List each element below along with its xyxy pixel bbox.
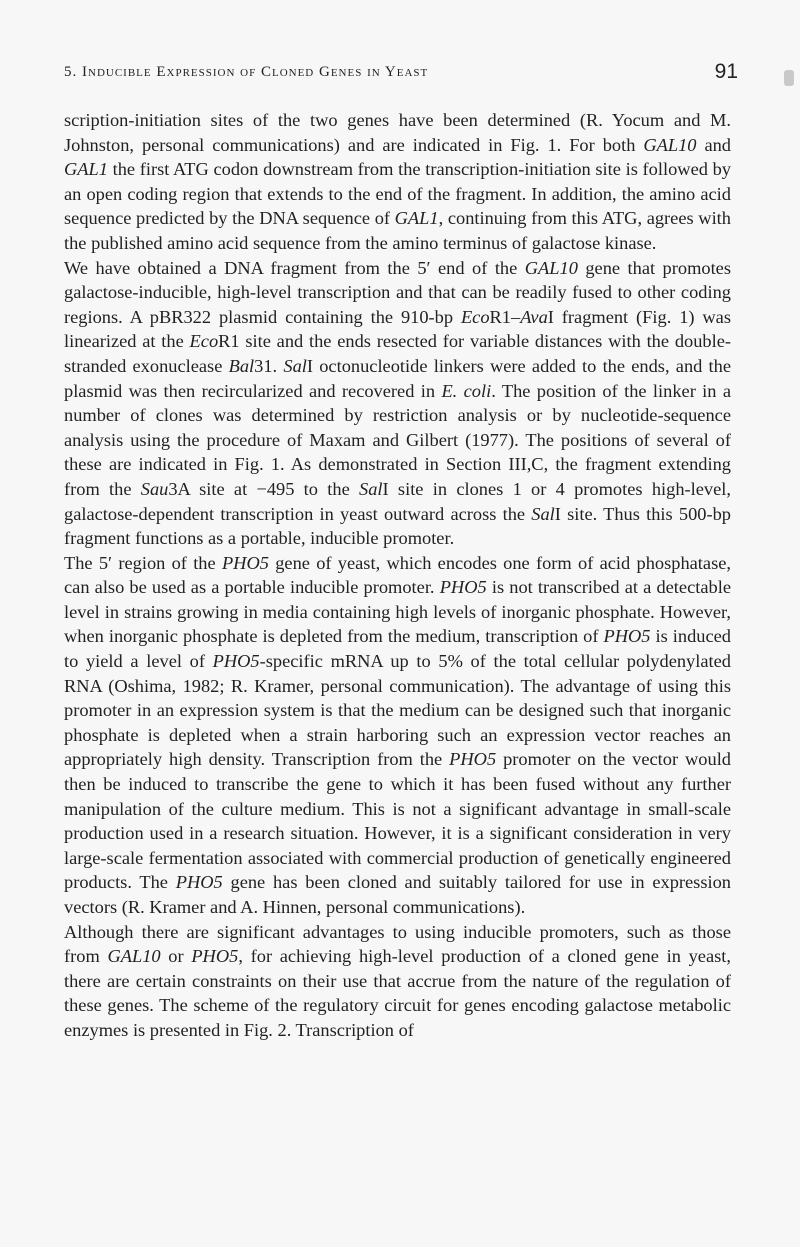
text-run: The 5′ region of the [64,552,222,573]
text-run: I site. Thus this 500-bp fragment functions as a portable, inducible promoter. [64,503,731,549]
text-run: , for achieving high-level production of a cloned gene in yeast, there are certain constraints on their use that accrue from the nature of the regulation of these genes. The scheme of the regulatory circuit for genes encoding galactose metabolic enzymes is presented in Fig. 2. Transcription of [64,946,732,1040]
italic-term: Sal [531,503,555,524]
italic-term: GAL10 [107,946,161,967]
text-run: 3A site at −495 to the [168,478,360,499]
text-run: . The position of the linker in a number of clones was determined by restriction analysis or by nucleotide-sequence analysis using the procedure of Maxam and Gilbert (1977). The positions of several of these are indicated in Fig. 1. As demonstrated in Section III,C, the fragment extending from the [64,380,732,499]
text-run: and [696,134,732,155]
text-run: the first ATG codon downstream from the transcription-initiation site is followed by an open coding region that extends to the end of the fragment. In addition, the amino acid sequence predicted by the DNA sequence of [64,159,731,229]
text-run: gene of yeast, which encodes one form of acid phosphatase, can also be used as a portable inducible promoter. [64,552,731,598]
text-run: is not transcribed at a detectable level in strains growing in media containing high levels of inorganic phosphate. However, when inorganic phosphate is depleted from the medium, transcription of [64,577,731,647]
italic-term: PHO5 [191,946,239,967]
paragraph-1 [64,108,731,256]
running-header [64,60,738,90]
italic-term: PHO5 [603,626,651,647]
text-run: gene has been cloned and suitably tailored for use in expression vectors (R. Kramer and A. Hinnen, personal communications). [64,872,732,917]
italic-term: GAL1 [64,159,108,180]
italic-term: PHO5 [212,651,260,672]
page-number: 91 [714,60,738,83]
text-run: R1 site and the ends resected for variable distances with the double-stranded exonuclease [64,331,731,376]
italic-term: Eco [460,306,490,327]
italic-term: GAL10 [643,134,697,155]
body-text [64,108,731,1043]
text-run: Although there are significant advantages to using inducible promoters, such as those from [64,921,731,967]
italic-term: PHO5 [439,577,487,598]
italic-term: PHO5 [175,872,223,893]
text-run: promoter on the vector would then be induced to transcribe the gene to which it has been fused without any further manipulation of the culture medium. This is not a significant advantage in small-scale production used in a research situation. However, it is a significant consideration in very large-scale fermentation associated with commercial production of genetically engineered products. The [64,749,731,893]
italic-term: Bal [228,355,255,376]
paragraph-2 [64,256,731,551]
italic-term: PHO5 [449,749,497,770]
italic-term: Eco [189,331,219,352]
text-run: I fragment (Fig. 1) was linearized at the [64,306,731,352]
italic-term: Ava [520,306,548,327]
text-run: R1– [489,306,521,327]
italic-term: GAL10 [524,257,578,278]
text-run: , continuing from this ATG, agrees with the published amino acid sequence from the amino terminus of galactose kinase. [64,208,731,253]
italic-term: Sal [359,478,383,499]
italic-term: PHO5 [221,552,269,573]
text-run: or [160,946,192,967]
italic-term: Sal [283,355,307,376]
text-run: -specific mRNA up to 5% of the total cellular polydenylated RNA (Oshima, 1982; R. Kramer, personal communication). The advantage of using this promoter in an expression system is that the medium can be designed such that inorganic phosphate is depleted when a strain harboring such an expression vector reaches an appropriately high density. Transcription from the [64,651,731,770]
italic-term: E. coli [441,380,492,401]
text-run: I site in clones 1 or 4 promotes high-level, galactose-dependent transcription in yeast outward across the [64,478,731,524]
chapter-title: 5. Inducible Expression of Cloned Genes in Yeast [64,64,429,80]
paragraph-3 [64,551,731,920]
text-run: I octonucleotide linkers were added to the ends, and the plasmid was then recircularized and recovered in [64,355,732,401]
italic-term: GAL1 [394,208,439,229]
paragraph-4 [64,920,731,1043]
text-run: is induced to yield a level of [64,626,731,672]
italic-term: Sau [140,478,169,499]
text-run: scription-initiation sites of the two genes have been determined (R. Yocum and M. Johnston, personal communications) and are indicated in Fig. 1. For both [64,110,731,155]
text-run: 31. [254,355,284,376]
text-run: We have obtained a DNA fragment from the 5′ end of the [64,257,525,278]
scan-mark [784,70,794,86]
text-run: gene that promotes galactose-inducible, high-level transcription and that can be readily fused to other coding regions. A pBR322 plasmid containing the 910-bp [64,257,732,327]
